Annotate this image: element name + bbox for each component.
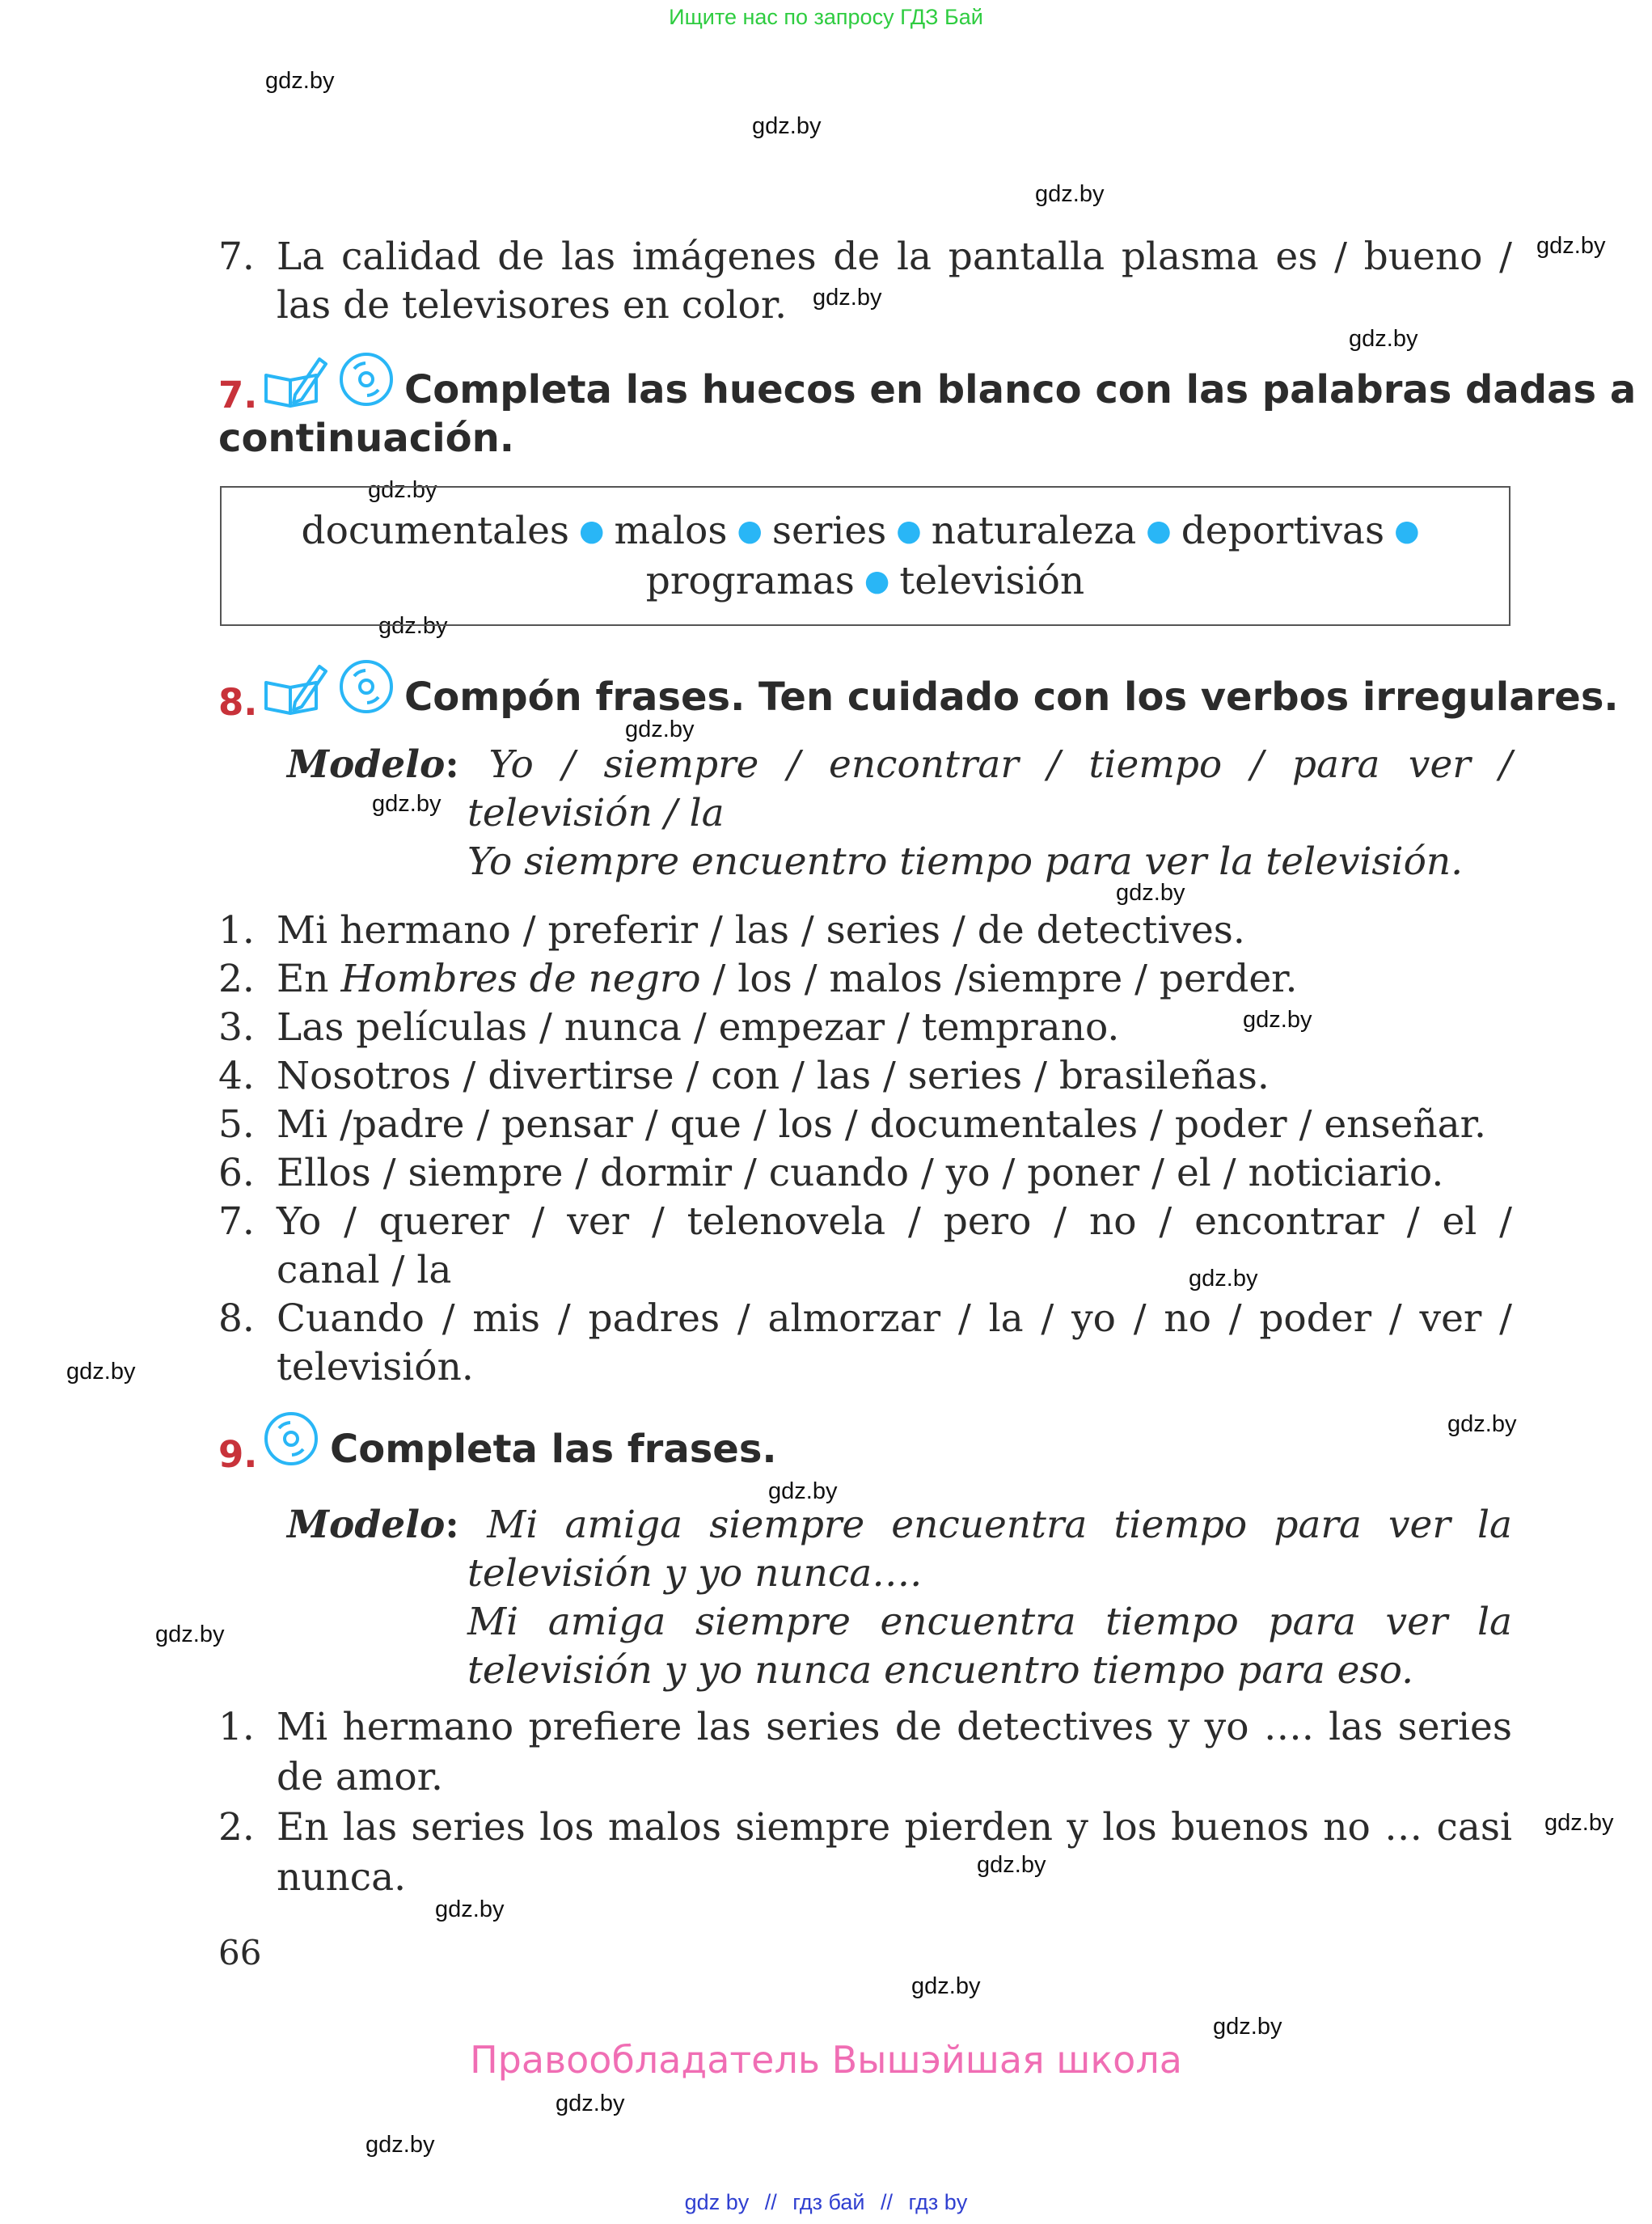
- item-number: 1.: [218, 1705, 255, 1749]
- bullet-icon: ●: [896, 514, 922, 548]
- item-text: En las series los malos siempre pierden y los buenos no … casi: [277, 1805, 1512, 1850]
- model-text: Yo / siempre / encontrar / tiempo / para ver /: [488, 742, 1512, 787]
- item-text: Cuando / mis / padres / almorzar / la / yo / no / poder / ver /: [277, 1296, 1512, 1341]
- watermark: gdz.by: [752, 113, 822, 139]
- watermark: gdz.by: [768, 1478, 838, 1504]
- watermark: gdz.by: [1189, 1266, 1258, 1292]
- item-number: 4.: [218, 1054, 255, 1098]
- model-text: Mi amiga siempre encuentra tiempo para ver la: [487, 1503, 1512, 1547]
- item-title-italic: Hombres de negro: [340, 957, 701, 1001]
- model-text-cont: televisión y yo nunca….: [467, 1551, 923, 1596]
- item-number: 8.: [218, 1296, 255, 1341]
- word-box-line: [222, 509, 1509, 553]
- item-number: 2.: [218, 1805, 255, 1850]
- list-item: [218, 1005, 1512, 1050]
- item-text: Mi /padre / pensar / que / los / documentales / poder / enseñar.: [277, 1102, 1486, 1147]
- exercise-title: Completa las huecos en blanco con las palabras dadas a: [404, 367, 1637, 412]
- watermark: gdz.by: [1116, 880, 1185, 906]
- copyright-footer: Правообладатель Вышэйшая школа: [470, 2038, 1182, 2082]
- watermark: gdz.by: [265, 68, 335, 94]
- exercise-title: Completa las frases.: [330, 1427, 777, 1472]
- word: documentales: [301, 509, 570, 553]
- exercise-number: 8.: [218, 681, 258, 724]
- watermark: gdz.by: [378, 613, 448, 639]
- model-answer: Mi amiga siempre encuentra tiempo para ver la: [467, 1600, 1512, 1644]
- link-separator: //: [764, 2190, 777, 2214]
- watermark: gdz.by: [372, 791, 442, 817]
- audio-disc-icon: [338, 658, 395, 715]
- watermark: gdz.by: [66, 1359, 136, 1385]
- list-item: [218, 1805, 1512, 1850]
- bullet-icon: ●: [737, 514, 763, 548]
- audio-disc-icon: [338, 351, 395, 408]
- list-item: [218, 908, 1512, 953]
- item-number: 5.: [218, 1102, 255, 1147]
- model-line: Modelo: Mi amiga siempre encuentra tiempo para ver la: [287, 1503, 1512, 1547]
- top-banner[interactable]: Ищите нас по запросу ГДЗ Бай: [669, 5, 983, 29]
- list-item-cont: nunca.: [277, 1855, 407, 1900]
- prev-item-line: [218, 235, 1512, 279]
- word-box-line: [222, 559, 1509, 603]
- word: malos: [614, 509, 728, 553]
- word: naturaleza: [931, 509, 1137, 553]
- exercise-number: 9.: [218, 1433, 258, 1476]
- watermark: gdz.by: [813, 285, 882, 311]
- watermark: gdz.by: [556, 2091, 625, 2116]
- item-text: En: [277, 957, 341, 1001]
- link-gdz-bai[interactable]: гдз бай: [792, 2190, 865, 2214]
- bullet-icon: ●: [1146, 514, 1172, 548]
- item-number: 7.: [218, 1199, 255, 1244]
- item-text: Las películas / nunca / empezar / temprano.: [277, 1005, 1120, 1050]
- item-number: 2.: [218, 957, 255, 1001]
- word-box: [220, 486, 1510, 626]
- item-number: 1.: [218, 908, 255, 953]
- watermark: gdz.by: [365, 2132, 435, 2158]
- model-text-cont: televisión / la: [467, 791, 725, 835]
- link-gdz-by-ru[interactable]: гдз by: [908, 2190, 968, 2214]
- item-number: 7.: [218, 235, 255, 279]
- prev-item-line-cont: las de televisores en color.: [277, 283, 788, 328]
- item-text: Mi hermano prefiere las series de detectives y yo …. las series: [277, 1705, 1512, 1749]
- bullet-icon: ●: [1394, 514, 1420, 548]
- link-separator: //: [881, 2190, 894, 2214]
- word: deportivas: [1181, 509, 1385, 553]
- list-item-cont: de amor.: [277, 1755, 443, 1799]
- list-item: [218, 957, 1512, 1001]
- item-text: Mi hermano / preferir / las / series / de detectives.: [277, 908, 1245, 953]
- word: televisión: [899, 559, 1085, 603]
- watermark: gdz.by: [1349, 326, 1418, 352]
- list-item: [218, 1705, 1512, 1749]
- watermark: gdz.by: [1035, 181, 1105, 207]
- writing-book-icon: [263, 353, 327, 411]
- list-item: [218, 1151, 1512, 1195]
- model-answer-cont: televisión y yo nunca encuentro tiempo para eso.: [467, 1648, 1414, 1693]
- item-text: Nosotros / divertirse / con / las / series / brasileñas.: [277, 1054, 1270, 1098]
- list-item: [218, 1199, 1512, 1244]
- list-item-cont: canal / la: [277, 1248, 452, 1292]
- bullet-icon: ●: [579, 514, 605, 548]
- watermark: gdz.by: [1213, 2014, 1282, 2040]
- item-text: / los / malos /siempre / perder.: [700, 957, 1298, 1001]
- watermark: gdz.by: [435, 1896, 505, 1922]
- list-item: [218, 1054, 1512, 1098]
- exercise-number: 7.: [218, 374, 258, 416]
- item-number: 3.: [218, 1005, 255, 1050]
- model-label: Modelo: [287, 742, 446, 787]
- item-text: La calidad de las imágenes de la pantalla plasma es / bueno /: [277, 235, 1512, 279]
- watermark: gdz.by: [1447, 1411, 1517, 1437]
- word: series: [771, 509, 887, 553]
- model-line: Modelo: Yo / siempre / encontrar / tiempo / para ver /: [287, 742, 1512, 787]
- watermark: gdz.by: [1544, 1810, 1614, 1836]
- exercise-title: Compón frases. Ten cuidado con los verbos irregulares.: [404, 674, 1619, 720]
- watermark: gdz.by: [1243, 1007, 1312, 1033]
- watermark: gdz.by: [1536, 233, 1606, 259]
- model-answer: Yo siempre encuentro tiempo para ver la televisión.: [467, 839, 1464, 884]
- writing-book-icon: [263, 660, 327, 718]
- list-item: [218, 1102, 1512, 1147]
- page-number: 66: [218, 1933, 262, 1972]
- exercise-title-cont: continuación.: [218, 416, 515, 461]
- bottom-links: [0, 2190, 1652, 2215]
- audio-disc-icon: [263, 1410, 319, 1467]
- watermark: gdz.by: [977, 1852, 1046, 1878]
- list-item: [218, 1296, 1512, 1341]
- watermark: gdz.by: [155, 1621, 225, 1647]
- watermark: gdz.by: [911, 1973, 981, 1999]
- model-label: Modelo: [287, 1503, 446, 1547]
- item-number: 6.: [218, 1151, 255, 1195]
- bullet-icon: ●: [864, 564, 890, 598]
- word: programas: [645, 559, 855, 603]
- link-gdz-by[interactable]: gdz by: [684, 2190, 750, 2214]
- list-item-cont: televisión.: [277, 1345, 474, 1389]
- watermark: gdz.by: [368, 477, 437, 503]
- watermark: gdz.by: [625, 717, 695, 742]
- item-text: Yo / querer / ver / telenovela / pero / no / encontrar / el /: [277, 1199, 1512, 1244]
- item-text: Ellos / siempre / dormir / cuando / yo / poner / el / noticiario.: [277, 1151, 1444, 1195]
